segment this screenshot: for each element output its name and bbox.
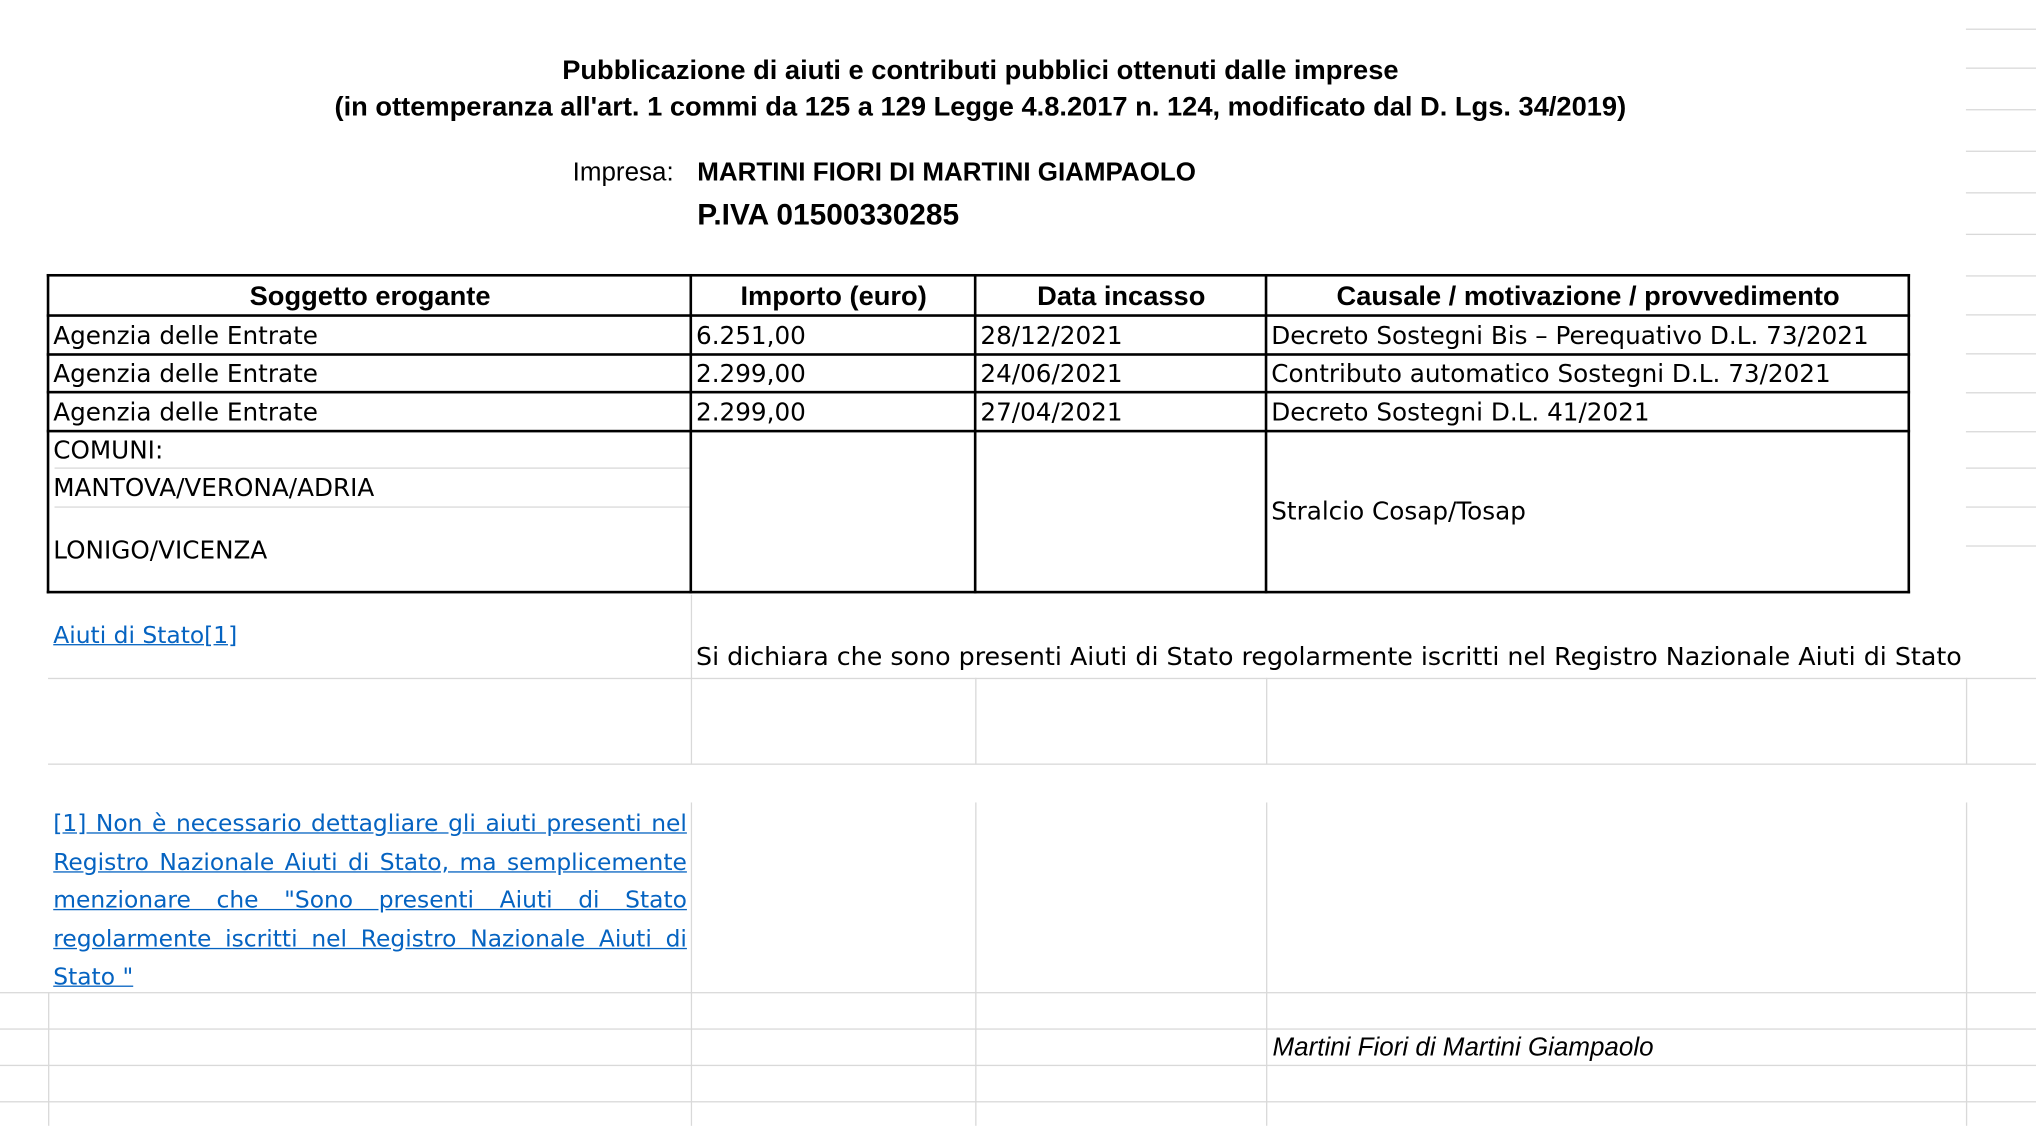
table-cell-data: 24/06/2021	[980, 359, 1123, 389]
column-header-data: Data incasso	[1037, 281, 1206, 312]
table-cell-causale: Decreto Sostegni Bis – Perequativo D.L. 73/2021	[1271, 322, 1869, 351]
table-cell-soggetto: Agenzia delle Entrate	[53, 398, 318, 428]
company-name: MARTINI FIORI DI MARTINI GIAMPAOLO	[697, 158, 1196, 187]
footnote-line: Registro Nazionale Aiuti di Stato, ma semplicemente	[53, 848, 687, 876]
company-vat: P.IVA 01500330285	[697, 197, 960, 232]
comuni-causale: Stralcio Cosap/Tosap	[1271, 497, 1526, 526]
table-cell-soggetto: Agenzia delle Entrate	[53, 322, 318, 351]
table-cell-importo: 6.251,00	[695, 322, 806, 351]
comuni-list-2: LONIGO/VICENZA	[53, 536, 268, 565]
column-header-importo: Importo (euro)	[740, 281, 927, 312]
page-title-line1: Pubblicazione di aiuti e contributi pubblici ottenuti dalle imprese	[562, 55, 1399, 86]
footnote-line: menzionare che "Sono presenti Aiuti di Stato	[53, 886, 687, 915]
table-cell-data: 28/12/2021	[980, 322, 1123, 351]
company-label: Impresa:	[572, 158, 674, 187]
table-cell-importo: 2.299,00	[695, 359, 806, 389]
table-cell-soggetto: Agenzia delle Entrate	[53, 359, 318, 389]
footnote[interactable]	[53, 805, 687, 997]
aiuti-declaration: Si dichiara che sono presenti Aiuti di Stato regolarmente iscritti nel Registro Nazionale Aiuti di Stato	[695, 641, 1962, 672]
footnote-line: [1] Non è necessario dettagliare gli aiuti presenti nel	[53, 810, 687, 838]
table-cell-causale: Contributo automatico Sostegni D.L. 73/2021	[1271, 359, 1831, 389]
column-header-causale: Causale / motivazione / provvedimento	[1336, 281, 1840, 312]
table-cell-causale: Decreto Sostegni D.L. 41/2021	[1271, 398, 1650, 428]
footnote-line: regolarmente iscritti nel Registro Nazionale Aiuti di	[53, 925, 687, 953]
table-cell-importo: 2.299,00	[695, 398, 806, 428]
signature: Martini Fiori di Martini Giampaolo	[1272, 1033, 1654, 1063]
comuni-list-1: MANTOVA/VERONA/ADRIA	[53, 473, 375, 503]
column-header-soggetto: Soggetto erogante	[249, 281, 491, 312]
table-cell-data: 27/04/2021	[980, 398, 1123, 428]
aiuti-di-stato-link[interactable]: Aiuti di Stato[1]	[53, 621, 238, 650]
comuni-label: COMUNI:	[53, 436, 164, 465]
footnote-line: Stato "	[53, 963, 134, 991]
page-title-line2: (in ottemperanza all'art. 1 commi da 125 a 129 Legge 4.8.2017 n. 124, modificato dal D. Lgs. 34/2019)	[334, 92, 1627, 123]
